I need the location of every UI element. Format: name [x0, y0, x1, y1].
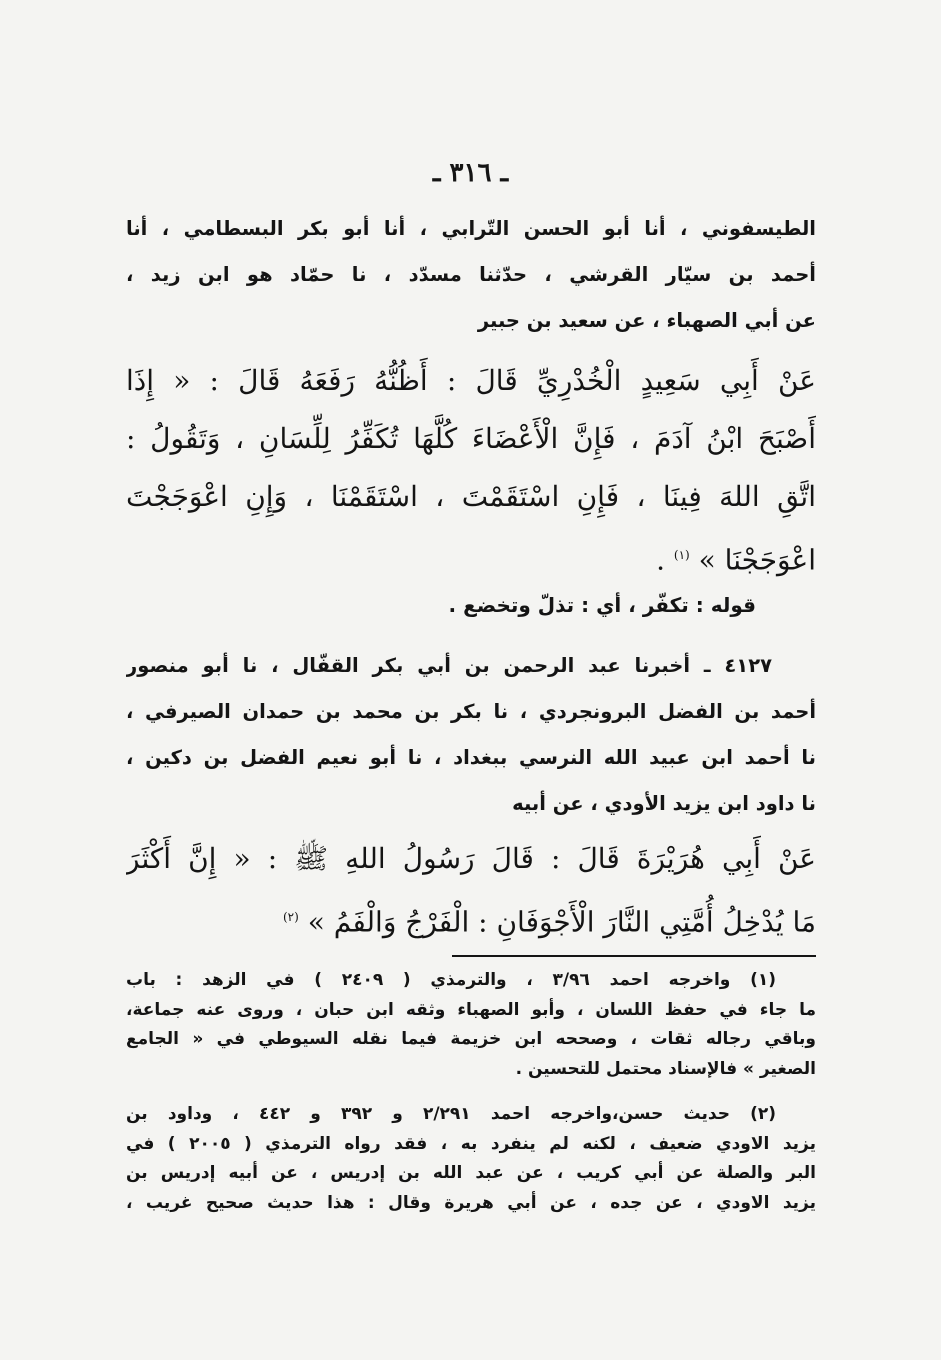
- page-number: ـ ٣١٦ ـ: [432, 158, 509, 188]
- note-line: قوله : تكفّر ، أي : تذلّ وتخضع .: [448, 593, 756, 617]
- footnote-ref-2: (٢): [282, 910, 299, 924]
- chain-line: ٤١٢٧ ـ أخبرنا عبد الرحمن بن أبي بكر القفّال ، نا أبو منصور: [126, 654, 772, 677]
- matn-line: [126, 888, 816, 946]
- chain-line: الطيسفوني ، أنا أبو الحسن التّرابي ، أنا أبو بكر البسطامي ، أنا: [126, 217, 816, 240]
- chain-line: أحمد بن الفضل البرونجردي ، نا بكر بن محمد بن حمدان الصيرفي ،: [126, 700, 816, 723]
- footnote-line: (٢) حديث حسن،واخرجه احمد ٢/٢٩١ و ٣٩٢ و ٤٤٢ ، وداود بن: [126, 1104, 777, 1124]
- hadith-1-text: [126, 352, 816, 584]
- matn-text: مَا يُدْخِلُ أُمَّتِي النَّارَ الْأَجْوَفَانِ : الْفَرْجُ وَالْفَمُ »: [307, 905, 816, 939]
- matn-line: [126, 526, 816, 584]
- footnote-line: الصغير » فالإسناد محتمل للتحسين .: [515, 1058, 816, 1079]
- matn-line: عَنْ أَبِي هُرَيْرَةَ قَالَ : قَالَ رَسُولُ اللهِ ﷺ : « إِنَّ أَكْثَرَ: [126, 842, 816, 875]
- chain-line: عن أبي الصهباء ، عن سعيد بن جبير: [477, 309, 816, 332]
- chain-line: أحمد بن سيّار القرشي ، حدّثنا مسدّد ، نا حمّاد هو ابن زيد ،: [126, 263, 816, 286]
- matn-line: أَصْبَحَ ابْنُ آدَمَ ، فَإِنَّ الْأَعْضَاءَ كُلَّهَا تُكَفِّرُ لِلِّسَانِ ، وَتَقُولُ :: [126, 422, 816, 455]
- full-stop: .: [656, 543, 665, 577]
- chain-line: نا أحمد ابن عبيد الله النرسي ببغداد ، نا أبو نعيم الفضل بن دكين ،: [126, 746, 816, 769]
- footnote-2: [126, 1100, 816, 1218]
- matn-line: عَنْ أَبِي سَعِيدٍ الْخُدْرِيِّ قَالَ : أَظُنُّهُ رَفَعَهُ قَالَ : « إِذَا: [126, 364, 816, 397]
- footnote-ref-1: (١): [673, 548, 690, 562]
- footnote-line: (١) واخرجه احمد ٣/٩٦ ، والترمذي ( ٢٤٠٩ ) في الزهد : باب: [126, 970, 777, 990]
- footnote-1: [126, 966, 816, 1084]
- footnote-line: البر والصلة عن أبي كريب ، عن عبد الله بن إدريس ، عن أبيه إدريس بن: [126, 1163, 816, 1183]
- footnote-line: وباقي رجاله ثقات ، وصححه ابن خزيمة فيما نقله السيوطي في « الجامع: [126, 1029, 816, 1049]
- matn-line: اتَّقِ اللهَ فِينَا ، فَإِنِ اسْتَقَمْتَ ، اسْتَقَمْنَا ، وَإِنِ اعْوَجَجْتَ: [126, 480, 816, 513]
- hadith-1-note: [126, 582, 816, 628]
- footnote-line: ما جاء في حفظ اللسان ، وأبو الصهباء وثقه ابن حبان ، وروى عنه جماعة،: [126, 999, 816, 1020]
- footnote-line: يزيد الاودي ضعيف ، لكنه لم ينفرد به ، فقد رواه الترمذي ( ٢٠٠٥ ) في: [126, 1133, 816, 1154]
- matn-text: اعْوَجَجْنَا »: [698, 543, 816, 577]
- footnote-line: يزيد الاودي ، عن جده ، عن أبي هريرة وقال : هذا حديث صحيح غريب ،: [126, 1192, 816, 1213]
- chain-line: نا داود ابن يزيد الأودي ، عن أبيه: [512, 792, 816, 815]
- hadith-1-chain: [126, 206, 816, 344]
- hadith-2-chain: [126, 643, 816, 827]
- footnote-divider: [452, 955, 816, 957]
- hadith-2-text: [126, 830, 816, 946]
